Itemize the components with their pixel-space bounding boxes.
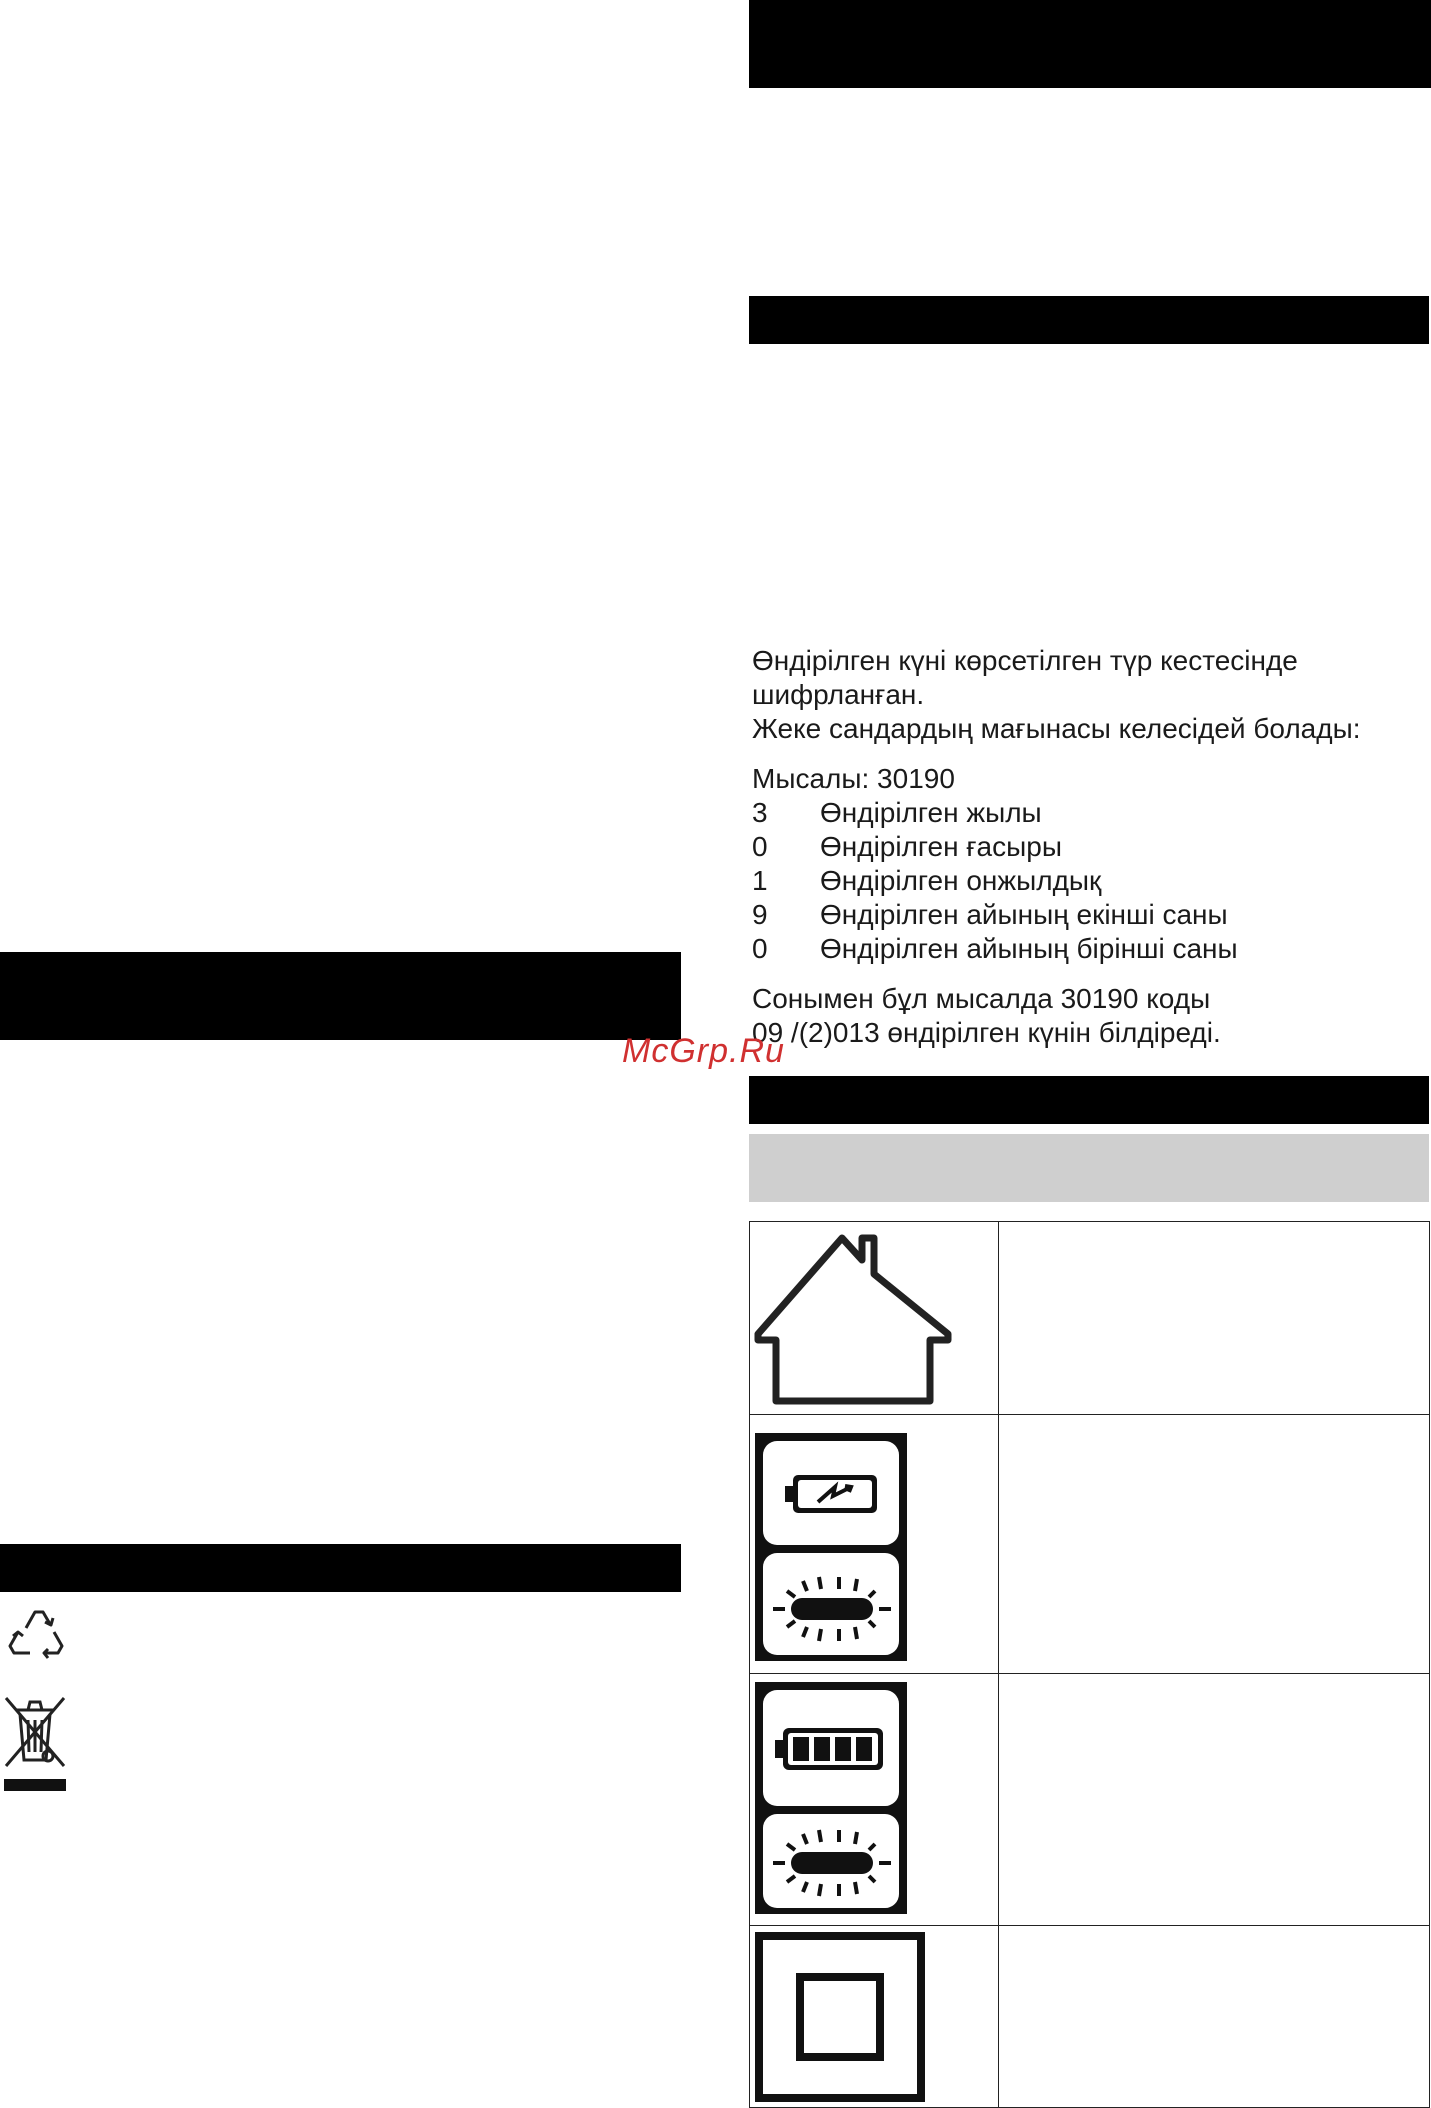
digit-value: 1 [752,865,768,896]
table-row [750,1674,1430,1926]
production-date-line-1: Өндірілген күні көрсетілген түр кестесінде [752,645,1298,676]
section-header-bar-2 [749,296,1429,344]
production-date-section [752,644,1361,1050]
battery-full-icon [750,1674,998,1914]
digit-value: 0 [752,831,768,862]
digit-meaning: Өндірілген ғасыры [820,831,1062,862]
production-date-line-3: Жеке сандардың мағынасы келесідей болады: [752,713,1361,744]
digit-value: 9 [752,899,768,930]
table-header-bar [749,1134,1429,1202]
digit-value: 3 [752,797,768,828]
recycle-icon [4,1600,70,1666]
conclusion-line-2: 09 /(2)013 өндірілген күнін білдіреді. [752,1017,1221,1048]
section-header-bar-1 [749,0,1431,88]
section-header-bar-5 [0,1544,681,1592]
digit-value: 0 [752,933,768,964]
section-header-bar-3 [0,952,681,1040]
example-label: Мысалы: 30190 [752,763,955,794]
description-cell [999,1926,1430,2108]
digit-row [752,932,1361,966]
digit-row [752,796,1361,830]
conclusion-line-1: Сонымен бұл мысалда 30190 коды [752,983,1211,1014]
weee-bin-icon [2,1694,68,1794]
double-insulation-icon [750,1926,998,2102]
description-cell [999,1674,1430,1926]
symbol-cell [750,1222,999,1415]
watermark: McGrp.Ru [622,1032,785,1070]
symbol-cell [750,1415,999,1674]
house-icon [750,1222,998,1408]
digit-meaning: Өндірілген айының екінші саны [820,899,1228,930]
digit-meaning: Өндірілген айының бірінші саны [820,933,1238,964]
symbol-cell [750,1674,999,1926]
digit-meaning: Өндірілген жылы [820,797,1042,828]
digit-row [752,864,1361,898]
table-row [750,1926,1430,2108]
table-row [750,1415,1430,1674]
production-date-line-2: шифрланған. [752,679,925,710]
symbol-cell [750,1926,999,2108]
digit-row [752,830,1361,864]
description-cell [999,1222,1430,1415]
section-header-bar-4 [749,1076,1429,1124]
digit-row [752,898,1361,932]
battery-charging-icon [750,1415,998,1665]
digit-meaning: Өндірілген онжылдық [820,865,1102,896]
description-cell [999,1415,1430,1674]
symbols-table [749,1221,1430,2108]
table-row [750,1222,1430,1415]
